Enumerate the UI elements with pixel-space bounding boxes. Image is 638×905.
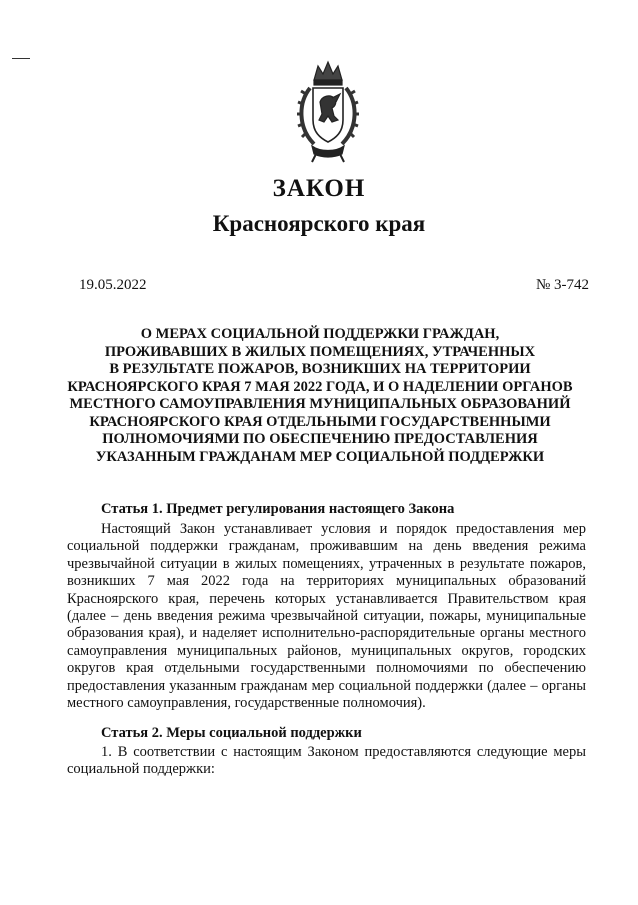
scan-mark (12, 58, 30, 59)
heading-line: ПРОЖИВАВШИХ В ЖИЛЫХ ПОМЕЩЕНИЯХ, УТРАЧЕННЫХ (104, 343, 536, 360)
heading-line: КРАСНОЯРСКОГО КРАЯ 7 МАЯ 2022 ГОДА, И О НАДЕЛЕНИИ ОРГАНОВ (67, 378, 573, 395)
paragraph-line: Настоящий Закон устанавливает условия и порядок предоставления мер (101, 521, 586, 537)
article-2-body (67, 744, 586, 779)
heading-line: УКАЗАННЫМ ГРАЖДАНАМ МЕР СОЦИАЛЬНОЙ ПОДДЕРЖКИ (95, 448, 545, 465)
article-1-title: Статья 1. Предмет регулирования настоящего Закона (101, 501, 455, 517)
heading-line: В РЕЗУЛЬТАТЕ ПОЖАРОВ, ВОЗНИКШИХ НА ТЕРРИТОРИИ (109, 361, 531, 377)
heading-line: О МЕРАХ СОЦИАЛЬНОЙ ПОДДЕРЖКИ ГРАЖДАН, (140, 326, 500, 342)
document-date: 19.05.2022 (79, 277, 147, 293)
heading-line: МЕСТНОГО САМОУПРАВЛЕНИЯ МУНИЦИПАЛЬНЫХ ОБРАЗОВАНИЙ (69, 396, 571, 412)
paragraph-line: самоуправления муниципальных районов, муниципальных округов, городских (67, 642, 586, 659)
paragraph-line: социальной поддержки гражданам, проживавшим на день введения режима (67, 538, 586, 555)
paragraph-line: социальной поддержки: (67, 761, 215, 778)
heading-line: КРАСНОЯРСКОГО КРАЯ ОТДЕЛЬНЫМИ ГОСУДАРСТВЕННЫМИ (89, 413, 551, 430)
paragraph-line: предоставления указанным гражданам мер социальной поддержки (далее – органы (67, 677, 586, 694)
paragraph-line: (далее – день введения режима чрезвычайной ситуации, пожары, муниципальные (67, 607, 586, 624)
heading-line: ПОЛНОМОЧИЯМИ ПО ОБЕСПЕЧЕНИЮ ПРЕДОСТАВЛЕНИЯ (102, 431, 538, 447)
article-2-title: Статья 2. Меры социальной поддержки (101, 725, 362, 741)
article-1-body (67, 521, 586, 712)
document-number: № 3-742 (535, 277, 589, 293)
coat-of-arms-emblem (292, 58, 364, 166)
paragraph-line: местного самоуправления, государственные полномочия). (67, 694, 426, 711)
paragraph-line: чрезвычайной ситуации в жилых помещениях, утраченных в результате пожаров, (67, 555, 586, 572)
paragraph-line: 1. В соответствии с настоящим Законом предоставляются следующие меры (101, 744, 586, 760)
law-heading (60, 326, 580, 466)
paragraph-line: округов края отдельными государственными полномочиями по обеспечению (67, 660, 586, 677)
paragraph-line: возникших 7 мая 2022 года на территориях муниципальных образований (67, 573, 586, 590)
document-subtitle: Красноярского края (212, 211, 426, 236)
paragraph-line: образования края), и наделяет исполнительно-распорядительные органы местного (67, 625, 586, 642)
paragraph-line: Красноярского края, перечень которых устанавливается Правительством края (67, 590, 586, 607)
document-title: ЗАКОН (272, 175, 366, 202)
